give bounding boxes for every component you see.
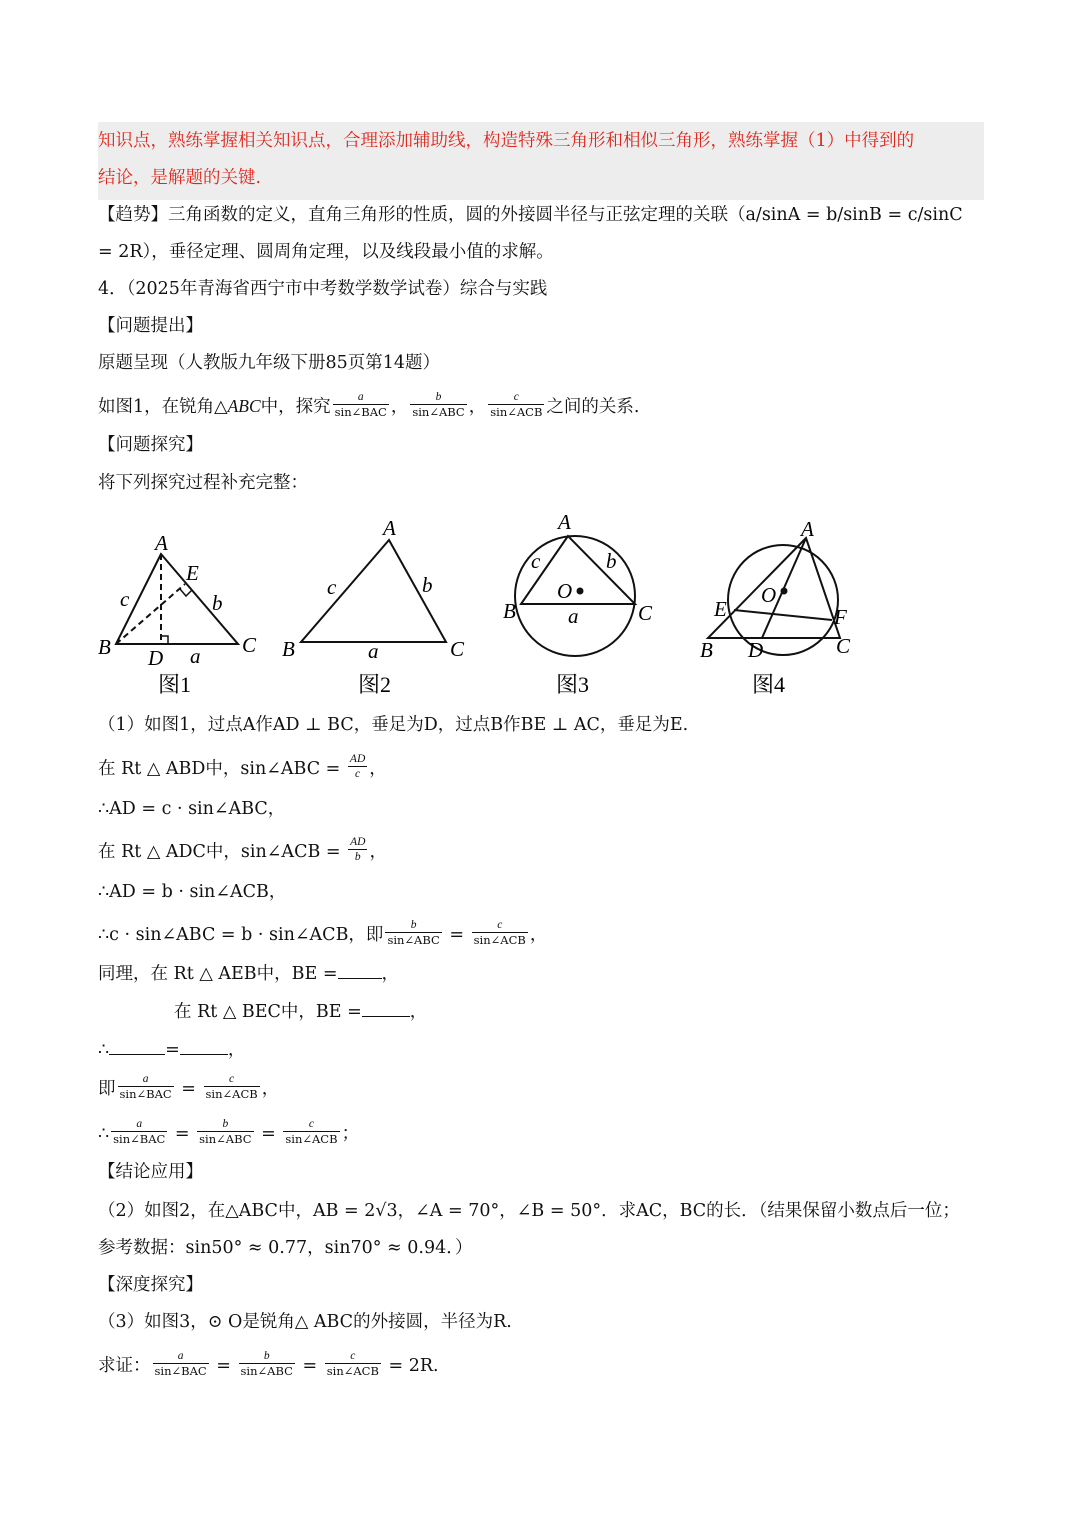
fraction-a-over-sinBAC: $\frac{a}{\text{sin∠BAC}}$ xyxy=(334,391,387,419)
fig1-label-A: A xyxy=(155,531,168,555)
problem-title: 4．（2025年青海省西宁市中考数学数学试卷）综合与实践 xyxy=(98,279,548,299)
step-3: ∴AD = c · sin∠ABC， xyxy=(98,799,286,819)
fig2-label-B: B xyxy=(282,637,295,661)
fig2-label-c: c xyxy=(327,575,337,599)
fig4-label-C: C xyxy=(836,634,851,658)
fraction-AD-over-c: $\frac{AD}{c}$ xyxy=(349,753,366,780)
step-2: 在 Rt △ ABD中，sin∠ABC = $\frac{AD}{c}$ ， xyxy=(98,753,387,780)
fig4-label-A: A xyxy=(801,517,814,541)
fraction-a-over-sinBAC-4: $\frac{a}{\text{sin∠BAC}}$ xyxy=(154,1350,207,1378)
answer-blank-4[interactable] xyxy=(180,1053,228,1055)
part-3-line-1: （3）如图3，⊙ O是锐角△ ABC的外接圆，半径为R. xyxy=(98,1312,512,1332)
part-2-line-2: 参考数据：sin50° ≈ 0.77，sin70° ≈ 0.94．） xyxy=(98,1238,473,1258)
step-4: 在 Rt △ ADC中，sin∠ACB = $\frac{AD}{b}$ ， xyxy=(98,836,387,863)
fraction-b-over-sinABC: $\frac{b}{\text{sin∠ABC}}$ xyxy=(412,391,465,419)
fig4-center-point xyxy=(781,588,788,595)
fraction-c-over-sinACB-2: $\frac{c}{\text{sin∠ACB}}$ xyxy=(473,919,526,947)
fraction-a-over-sinBAC-2: $\frac{a}{\text{sin∠BAC}}$ xyxy=(119,1073,172,1101)
step-8: 在 Rt △ BEC中，BE = ， xyxy=(174,1002,428,1022)
fraction-c-over-sinACB: $\frac{c}{\text{sin∠ACB}}$ xyxy=(490,391,543,419)
part-3-proof: 求证： $\frac{a}{\text{sin∠BAC}}$ = $\frac{b}{\text{sin∠ABC}}$ = $\frac{c}{\text{sin∠ACB}}$ = 2R. xyxy=(98,1350,439,1378)
answer-blank-2[interactable] xyxy=(362,1015,410,1017)
fig1-label-C: C xyxy=(242,633,257,657)
figures-row xyxy=(98,510,878,700)
fraction-b-over-sinABC-4: $\frac{b}{\text{sin∠ABC}}$ xyxy=(240,1350,293,1378)
intro-line-1: 知识点，熟练掌握相关知识点，合理添加辅助线，构造特殊三角形和相似三角形，熟练掌握（1）中得到的 xyxy=(98,131,915,151)
fig3-label-a: a xyxy=(568,604,579,628)
intro-line-2: 结论，是解题的关键. xyxy=(98,168,262,188)
fraction-c-over-sinACB-5: $\frac{c}{\text{sin∠ACB}}$ xyxy=(326,1350,379,1378)
fig4-label-F: F xyxy=(834,605,847,629)
step-11: ∴ $\frac{a}{\text{sin∠BAC}}$ = $\frac{b}{\text{sin∠ABC}}$ = $\frac{c}{\text{sin∠ACB}}$ ； xyxy=(98,1118,360,1146)
fig4-caption: 图4 xyxy=(752,672,786,697)
fig3-label-A: A xyxy=(558,510,571,534)
fraction-a-over-sinBAC-3: $\frac{a}{\text{sin∠BAC}}$ xyxy=(113,1118,166,1146)
section-heading-deep: 【深度探究】 xyxy=(98,1275,203,1295)
fig4-label-D: D xyxy=(748,638,764,662)
fig4-label-O: O xyxy=(761,583,777,607)
fig4-label-B: B xyxy=(700,638,713,662)
fig2-caption: 图2 xyxy=(358,672,392,697)
fraction-b-over-sinABC-3: $\frac{b}{\text{sin∠ABC}}$ xyxy=(199,1118,252,1146)
fig3-label-B: B xyxy=(503,599,516,623)
fig3-label-C: C xyxy=(638,601,653,625)
fig2-label-b: b xyxy=(422,573,433,597)
fraction-AD-over-b: $\frac{AD}{b}$ xyxy=(350,836,366,863)
fig2-label-A: A xyxy=(383,516,396,540)
trend-line-2: = 2R），垂径定理、圆周角定理，以及线段最小值的求解。 xyxy=(98,242,554,262)
fig1-label-c: c xyxy=(120,587,130,611)
step-9: ∴ = ， xyxy=(98,1040,246,1060)
fig1-label-a: a xyxy=(190,644,201,668)
fig1-label-E: E xyxy=(186,561,199,585)
question-statement: 如图1，在锐角△ABC中，探究 $\frac{a}{\text{sin∠BAC}}$ ， $\frac{b}{\text{sin∠ABC}}$ ， $\frac{c}{\text{sin∠ACB}}$ 之间的关系. xyxy=(98,391,640,419)
answer-blank-1[interactable] xyxy=(338,977,382,979)
trend-line-1: 【趋势】三角函数的定义，直角三角形的性质，圆的外接圆半径与正弦定理的关联（a/sinA = b/sinB = c/sinC xyxy=(98,205,963,225)
step-6: ∴c · sin∠ABC = b · sin∠ACB，即 $\frac{b}{\text{sin∠ABC}}$ = $\frac{c}{\text{sin∠ACB}}$ ， xyxy=(98,919,548,947)
step-5: ∴AD = b · sin∠ACB， xyxy=(98,882,287,902)
fig4-label-E: E xyxy=(714,597,727,621)
section-heading-explore: 【问题探究】 xyxy=(98,435,203,455)
step-7: 同理，在 Rt △ AEB中，BE = ， xyxy=(98,964,399,984)
answer-blank-3[interactable] xyxy=(109,1053,165,1055)
fig2-label-C: C xyxy=(450,637,465,661)
fig1-label-B: B xyxy=(98,635,111,659)
fraction-c-over-sinACB-4: $\frac{c}{\text{sin∠ACB}}$ xyxy=(285,1118,338,1146)
step-1-text: （1）如图1，过点A作AD ⊥ BC，垂足为D，过点B作BE ⊥ AC，垂足为E. xyxy=(98,715,689,735)
fig3-center-point xyxy=(577,588,584,595)
fig3-label-c: c xyxy=(531,549,541,573)
fig3-caption: 图3 xyxy=(556,672,590,697)
original-problem-source: 原题呈现（人教版九年级下册85页第14题） xyxy=(98,353,441,373)
fraction-b-over-sinABC-2: $\frac{b}{\text{sin∠ABC}}$ xyxy=(387,919,440,947)
section-heading-question: 【问题提出】 xyxy=(98,316,203,336)
part-2-line-1: （2）如图2，在△ABC中，AB = 2√3，∠A = 70°，∠B = 50°．求AC，BC的长．（结果保留小数点后一位； xyxy=(98,1201,960,1221)
fraction-c-over-sinACB-3: $\frac{c}{\text{sin∠ACB}}$ xyxy=(205,1073,258,1101)
fig2-label-a: a xyxy=(368,639,379,663)
section-heading-apply: 【结论应用】 xyxy=(98,1162,203,1182)
fig3-label-b: b xyxy=(606,549,617,573)
instruction-text: 将下列探究过程补充完整： xyxy=(98,473,308,493)
step-10: 即 $\frac{a}{\text{sin∠BAC}}$ = $\frac{c}{\text{sin∠ACB}}$ ， xyxy=(98,1073,280,1101)
fig1-label-b: b xyxy=(212,591,223,615)
fig3-label-O: O xyxy=(557,579,573,603)
fig1-caption: 图1 xyxy=(158,672,192,697)
fig1-label-D: D xyxy=(148,646,164,670)
